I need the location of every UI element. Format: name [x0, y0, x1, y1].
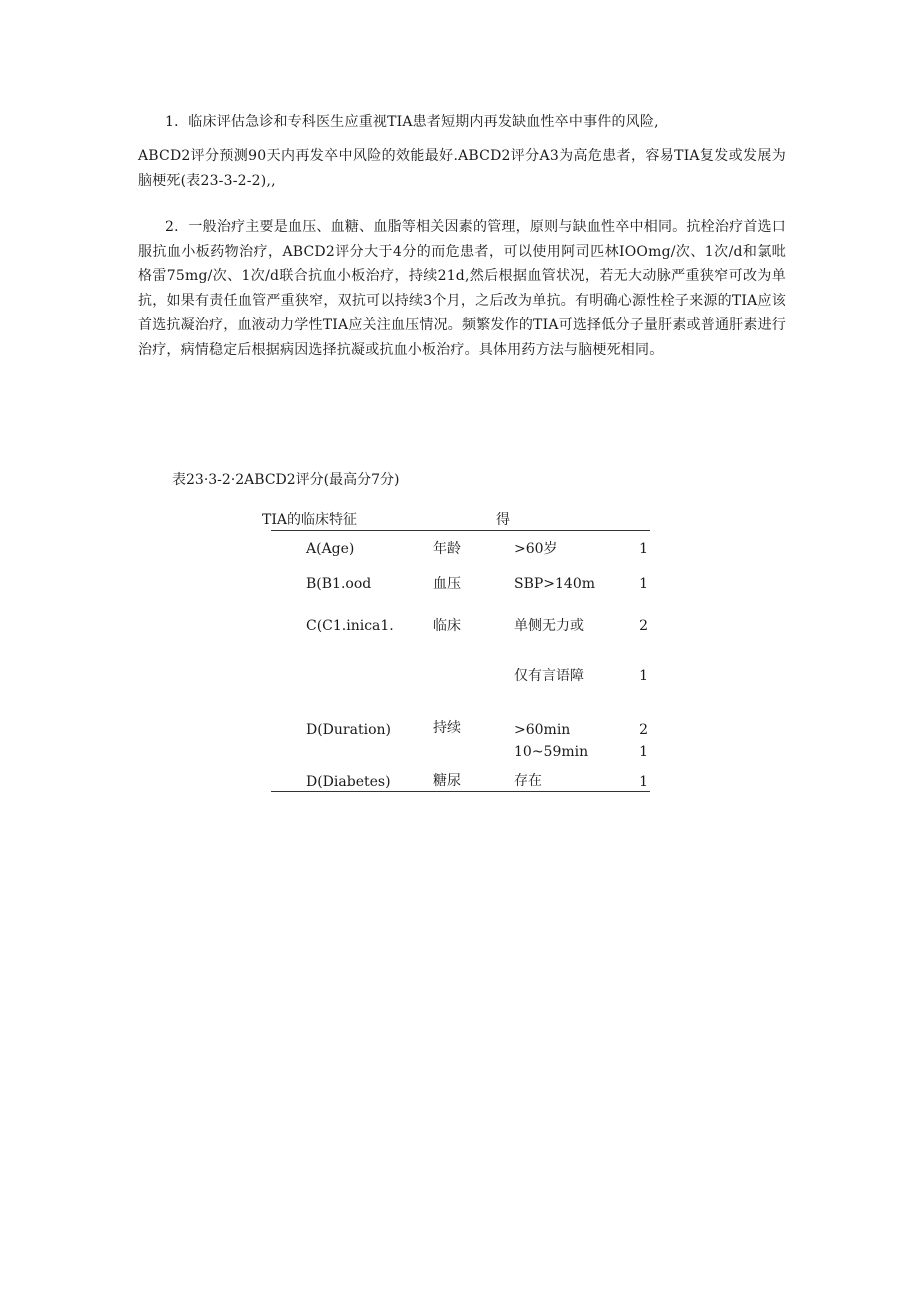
table-header-feature: TIA的临床特征: [262, 512, 357, 528]
row-points: 2: [639, 722, 648, 738]
row-condition: SBP>140m: [514, 576, 596, 592]
table-header-score: 得: [496, 512, 510, 528]
row-condition: >60岁: [514, 541, 558, 557]
row-condition: 存在: [514, 773, 542, 789]
table-top-rule: [271, 530, 650, 531]
row-condition: 10~59min: [514, 744, 589, 760]
row-condition: 单侧无力或: [514, 618, 584, 634]
row-points: 1: [639, 576, 648, 592]
row-name: 糖尿: [433, 773, 461, 789]
abcd2-table: [262, 510, 650, 800]
row-condition: >60min: [514, 722, 571, 738]
table-caption: 表23·3-2·2ABCD2评分(最高分7分): [172, 472, 400, 488]
row-points: 1: [639, 744, 648, 760]
row-points: 1: [639, 541, 648, 557]
row-code: A(Age): [306, 541, 355, 557]
paragraph-1-continuation: ABCD2评分预测90天内再发卒中风险的效能最好.ABCD2评分A3为高危患者，容易TIA复发或发展为脑梗死(表23-3-2-2),,: [138, 148, 786, 189]
paragraph-1-first-line: 1．临床评估急诊和专科医生应重视TIA患者短期内再发缺血性卒中事件的风险,: [165, 114, 659, 130]
row-code: C(C1.inica1.: [306, 618, 394, 634]
table-bottom-rule: [271, 791, 650, 792]
row-name: 血压: [433, 576, 461, 592]
row-points: 1: [639, 668, 648, 684]
row-name: 临床: [433, 618, 461, 634]
row-points: 2: [639, 618, 648, 634]
row-code: D(Duration): [306, 722, 391, 738]
row-points: 1: [639, 774, 648, 790]
row-name: 持续: [433, 720, 461, 736]
paragraph-2: 2．一般治疗主要是血压、血糖、血脂等相关因素的管理，原则与缺血性卒中相同。抗栓治疗首选口服抗血小板药物治疗，ABCD2评分大于4分的而危患者，可以使用阿司匹林IOOmg/次、1次/d和氯吡格雷75mg/次、1次/d联合抗血小板治疗，持续21d,然后根据血管状况，若无大动脉严重狭窄可改为单抗，如果有责任血管严重狭窄，双抗可以持续3个月，之后改为单抗。有明确心源性栓子来源的TIA应该首选抗凝治疗，血液动力学性TIA应关注血压情况。频繁发作的TIA可选择低分子量肝素或普通肝素进行治疗，病情稳定后根据病因选择抗凝或抗血小板治疗。具体用药方法与脑梗死相同。: [138, 219, 786, 358]
row-code: B(B1.ood: [306, 576, 372, 592]
row-condition: 仅有言语障: [514, 668, 584, 684]
row-name: 年龄: [433, 541, 461, 557]
row-code: D(Diabetes): [306, 774, 391, 790]
